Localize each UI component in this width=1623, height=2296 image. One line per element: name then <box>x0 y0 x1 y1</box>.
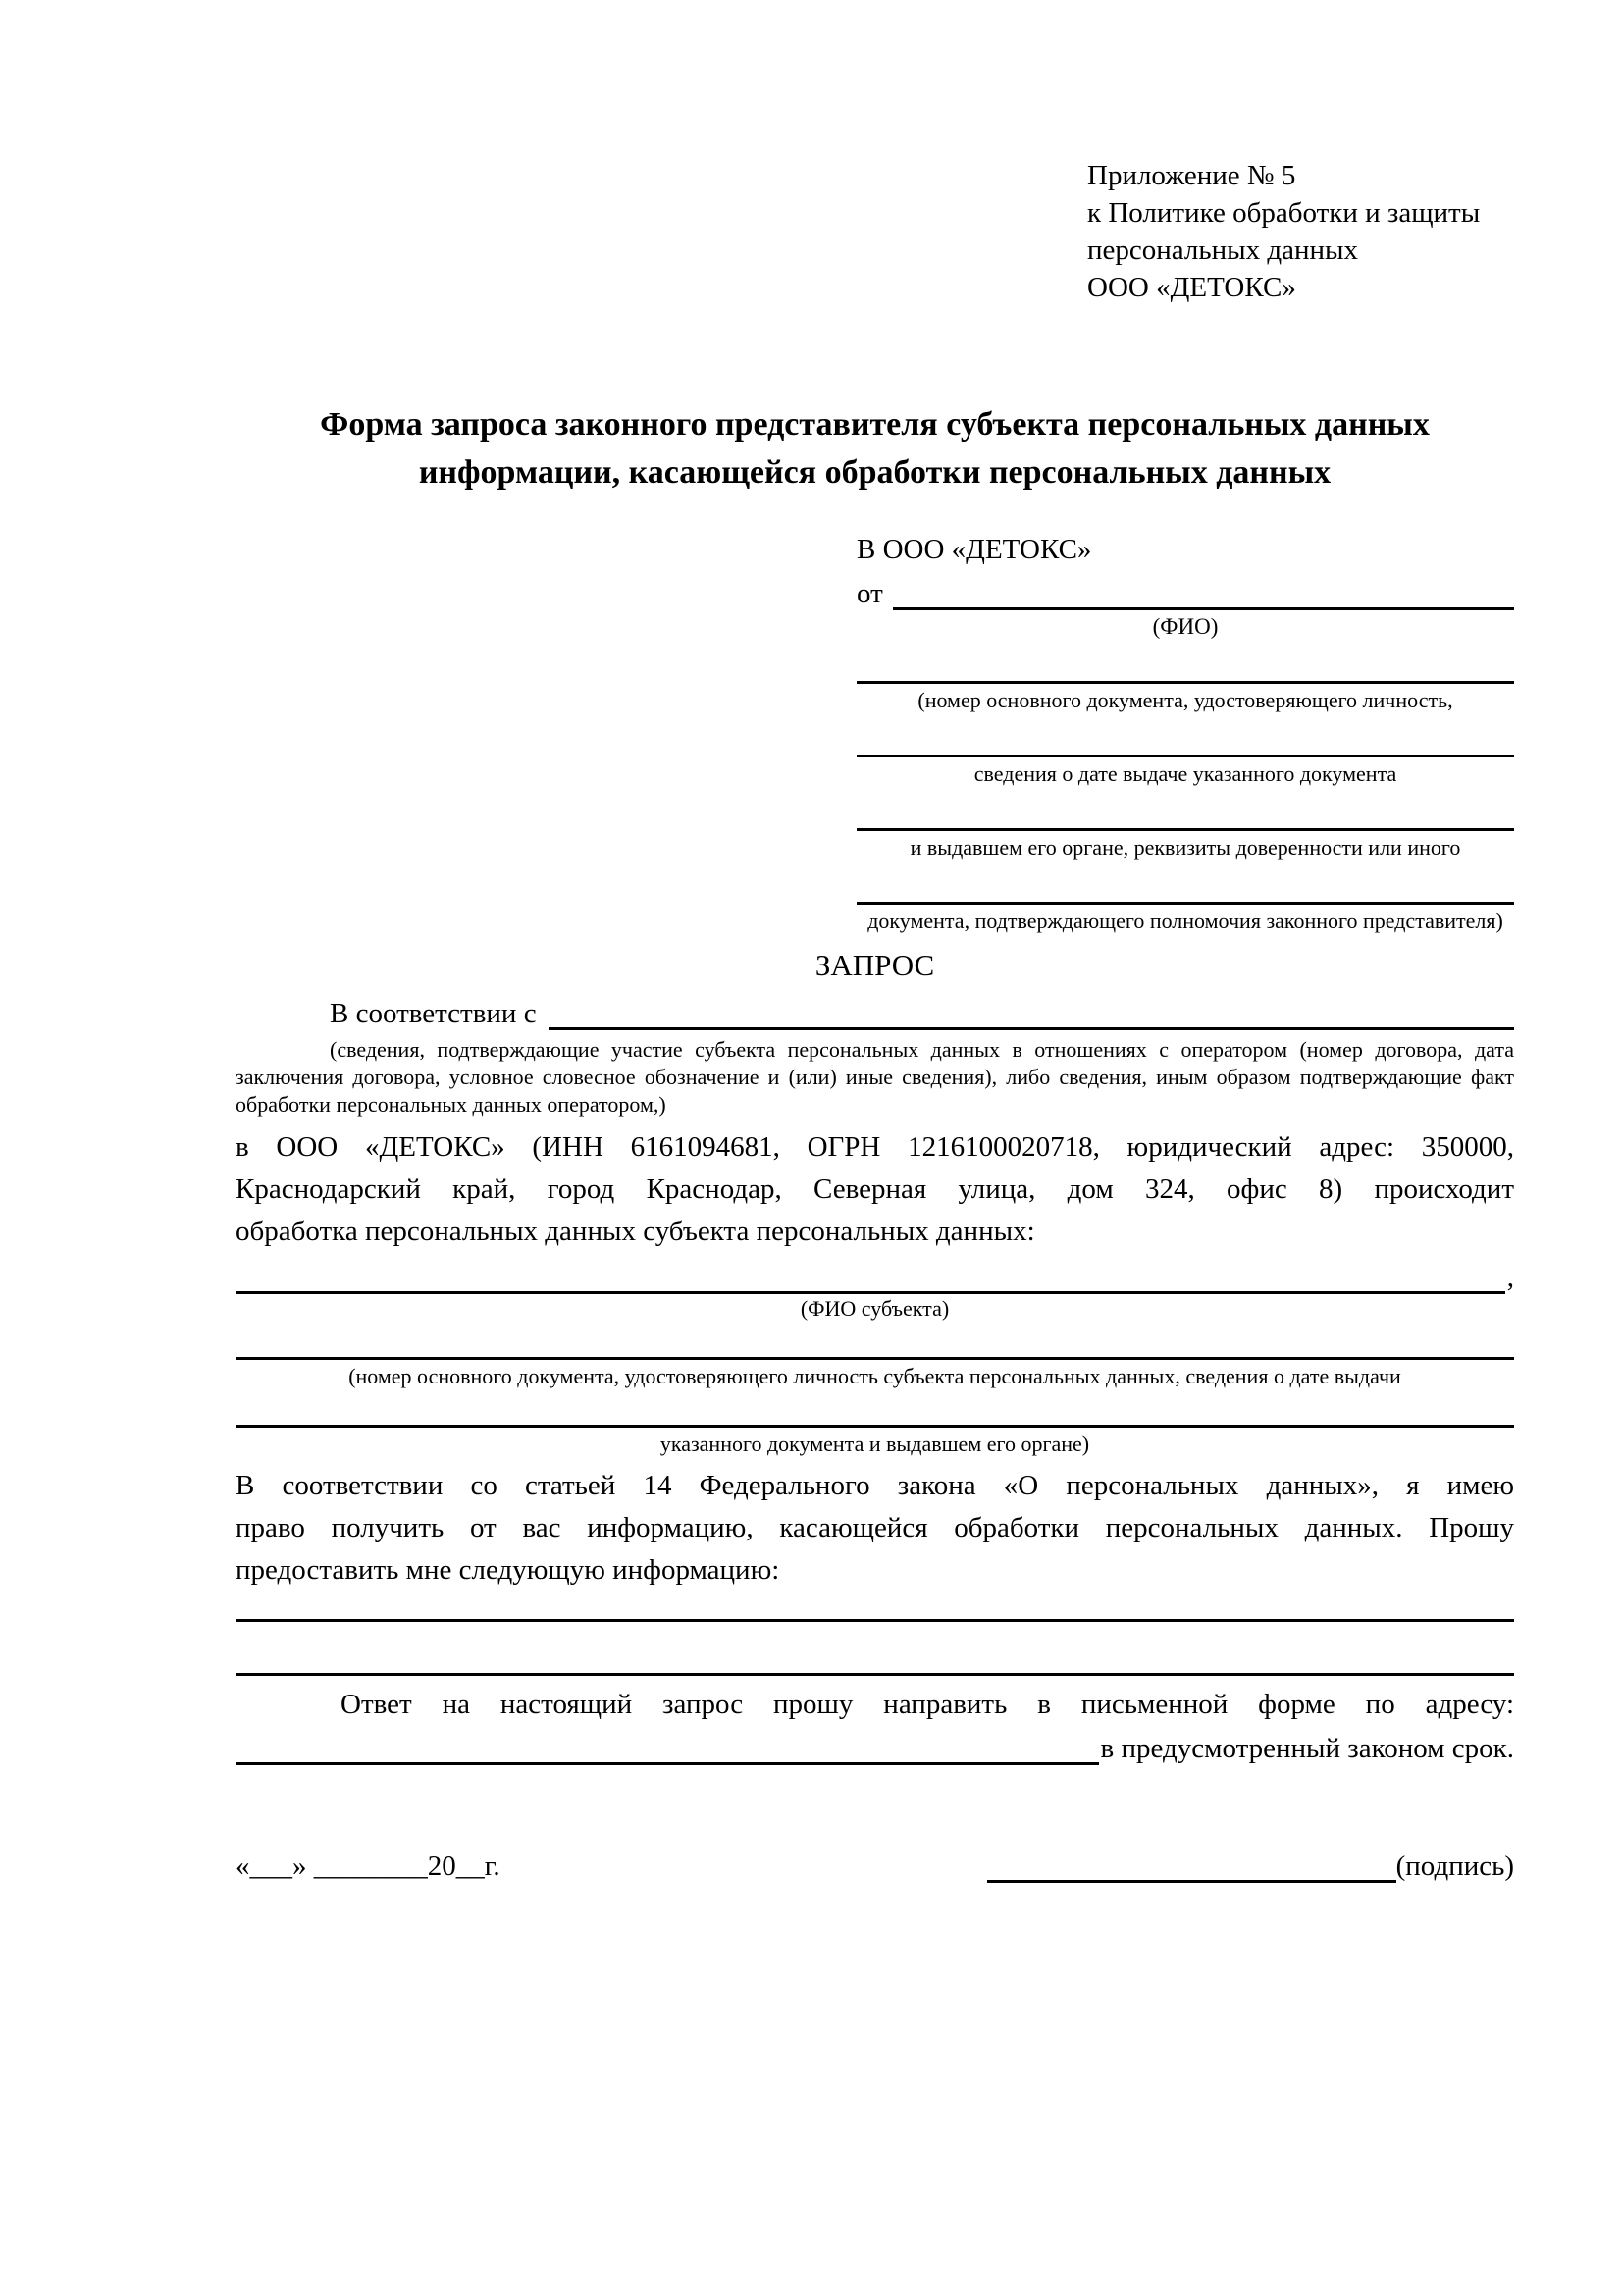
from-field-row <box>857 569 1514 610</box>
field-caption: и выдавшем его органе, реквизиты доверенности или иного <box>910 835 1461 860</box>
fill-line <box>236 1389 1514 1428</box>
reply-paragraph: Ответ на настоящий запрос прошу направить в письменной форме по адресу: <box>340 1689 1514 1720</box>
note-line: обработки персональных данных оператором,) <box>236 1092 666 1117</box>
intro-prefix: В соответствии с <box>330 998 537 1029</box>
addressee-block <box>857 530 1514 934</box>
subject-doc-group <box>236 1389 1514 1457</box>
from-fill-line <box>893 574 1514 610</box>
subject-fio-caption: (ФИО субъекта) <box>800 1296 950 1321</box>
fill-line <box>236 1619 1514 1622</box>
paragraph-line: Краснодарский край, город Краснодар, Северная улица, дом 324, офис 8) происходит <box>236 1174 1514 1205</box>
fill-line <box>857 640 1514 684</box>
field-caption: (номер основного документа, удостоверяющего личность, <box>917 688 1453 712</box>
paragraph-line: обработка персональных данных субъекта персональных данных: <box>236 1216 1035 1247</box>
annex-line: к Политике обработки и защиты <box>1087 197 1481 229</box>
title-line: Форма запроса законного представителя субъекта персональных данных <box>320 406 1430 443</box>
paragraph-line: предоставить мне следующую информацию: <box>236 1554 780 1586</box>
subject-fio-row <box>236 1253 1514 1294</box>
field-group <box>857 861 1514 934</box>
note-line: заключения договора, условное словесное обозначение и (или) иные сведения), либо сведения, иным образом подтверждающие факт <box>236 1065 1514 1089</box>
subject-doc-group <box>236 1322 1514 1389</box>
fio-caption: (ФИО) <box>1152 614 1219 639</box>
reply-tail: в предусмотренный законом срок. <box>1100 1733 1514 1764</box>
date-placeholder: «___» ________20__г. <box>236 1851 500 1882</box>
fill-line <box>236 1322 1514 1360</box>
footer-row <box>236 1848 1514 1883</box>
intro-note <box>236 1036 1514 1119</box>
addressee-to: В ООО «ДЕТОКС» <box>857 534 1092 565</box>
intro-field-row <box>236 991 1514 1030</box>
annex-line: Приложение № 5 <box>1087 160 1296 191</box>
request-heading: ЗАПРОС <box>814 948 935 982</box>
field-caption: документа, подтверждающего полномочия законного представителя) <box>867 909 1503 933</box>
field-group <box>857 713 1514 787</box>
annex-note <box>1087 157 1519 306</box>
paragraph-line: право получить от вас информацию, касающейся обработки персональных данных. Прошу <box>236 1512 1514 1543</box>
annex-line: персональных данных <box>1087 235 1359 266</box>
note-line: (сведения, подтверждающие участие субъекта персональных данных в отношениях с оператором (номер договора, дата <box>330 1037 1514 1062</box>
trailing-comma: , <box>1506 1262 1514 1293</box>
document-title <box>236 400 1514 496</box>
signature-fill-line <box>987 1848 1396 1883</box>
intro-fill-line <box>549 995 1514 1030</box>
law-paragraph <box>236 1465 1514 1592</box>
from-label: от <box>857 578 883 609</box>
signature-caption: (подпись) <box>1395 1851 1514 1882</box>
subject-doc-caption: указанного документа и выдавшем его органе) <box>659 1432 1090 1456</box>
operator-paragraph <box>236 1126 1514 1253</box>
reply-address-row <box>236 1726 1514 1765</box>
subject-fio-fill-line <box>236 1258 1505 1294</box>
annex-line: ООО «ДЕТОКС» <box>1087 272 1296 303</box>
field-group <box>857 640 1514 713</box>
fill-line <box>857 861 1514 905</box>
paragraph-line: в ООО «ДЕТОКС» (ИНН 6161094681, ОГРН 1216100020718, юридический адрес: 350000, <box>236 1131 1514 1163</box>
signature-block <box>987 1848 1514 1883</box>
field-caption: сведения о дате выдаче указанного документа <box>973 761 1397 786</box>
fill-line <box>236 1673 1514 1676</box>
address-fill-line <box>236 1730 1099 1765</box>
paragraph-line: В соответствии со статьей 14 Федерального закона «О персональных данных», я имею <box>236 1470 1514 1501</box>
title-line: информации, касающейся обработки персональных данных <box>418 454 1332 491</box>
fill-line <box>857 713 1514 757</box>
field-group <box>857 787 1514 861</box>
fill-line <box>857 787 1514 831</box>
subject-doc-caption: (номер основного документа, удостоверяющего личность субъекта персональных данных, сведения о дате выдачи <box>348 1364 1401 1388</box>
